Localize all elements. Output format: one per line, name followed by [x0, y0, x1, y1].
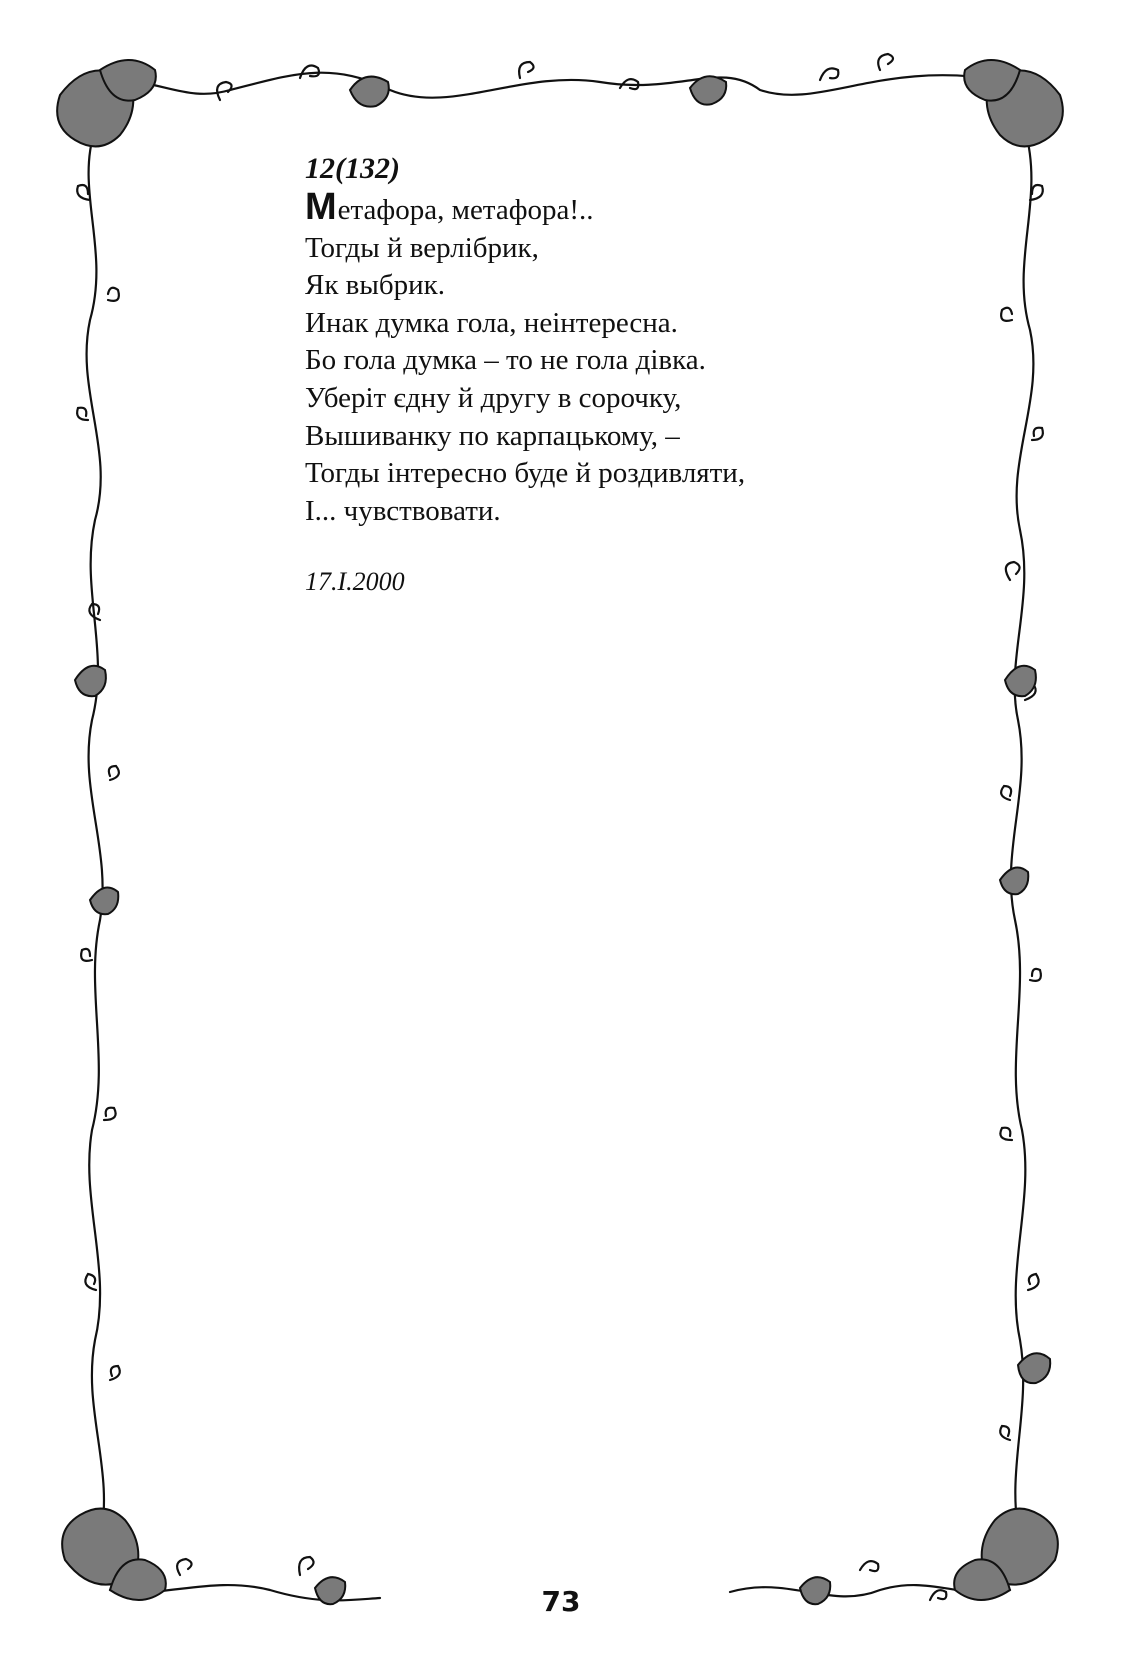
- poem-first-line-text: етафора, метафора!..: [337, 194, 594, 226]
- poem-first-line: [305, 186, 945, 230]
- right-vine: [1011, 130, 1034, 1540]
- poem-line: Инак думка гола, неінтересна.: [305, 306, 678, 339]
- poem-line: Тогды інтересно буде й роздивляти,: [305, 457, 746, 490]
- poem-number: 12(132): [305, 152, 400, 185]
- poem-line: І... чувствовати.: [305, 494, 501, 527]
- poem-line: Вышиванку по карпацькому, –: [305, 419, 680, 452]
- drop-cap: М: [305, 186, 337, 228]
- poem-line: Уберіт єдну й другу в сорочку,: [305, 381, 682, 414]
- poem-line: Тогды й верлібрик,: [305, 231, 539, 264]
- poem-date: 17.I.2000: [305, 567, 405, 597]
- poem-line: Як выбрик.: [305, 269, 445, 302]
- poem-line: Бо гола думка – то не гола дівка.: [305, 344, 706, 377]
- poem-lines: [305, 230, 945, 531]
- page-number: 73: [541, 1585, 581, 1618]
- poem: [305, 150, 945, 598]
- left-vine: [87, 130, 104, 1540]
